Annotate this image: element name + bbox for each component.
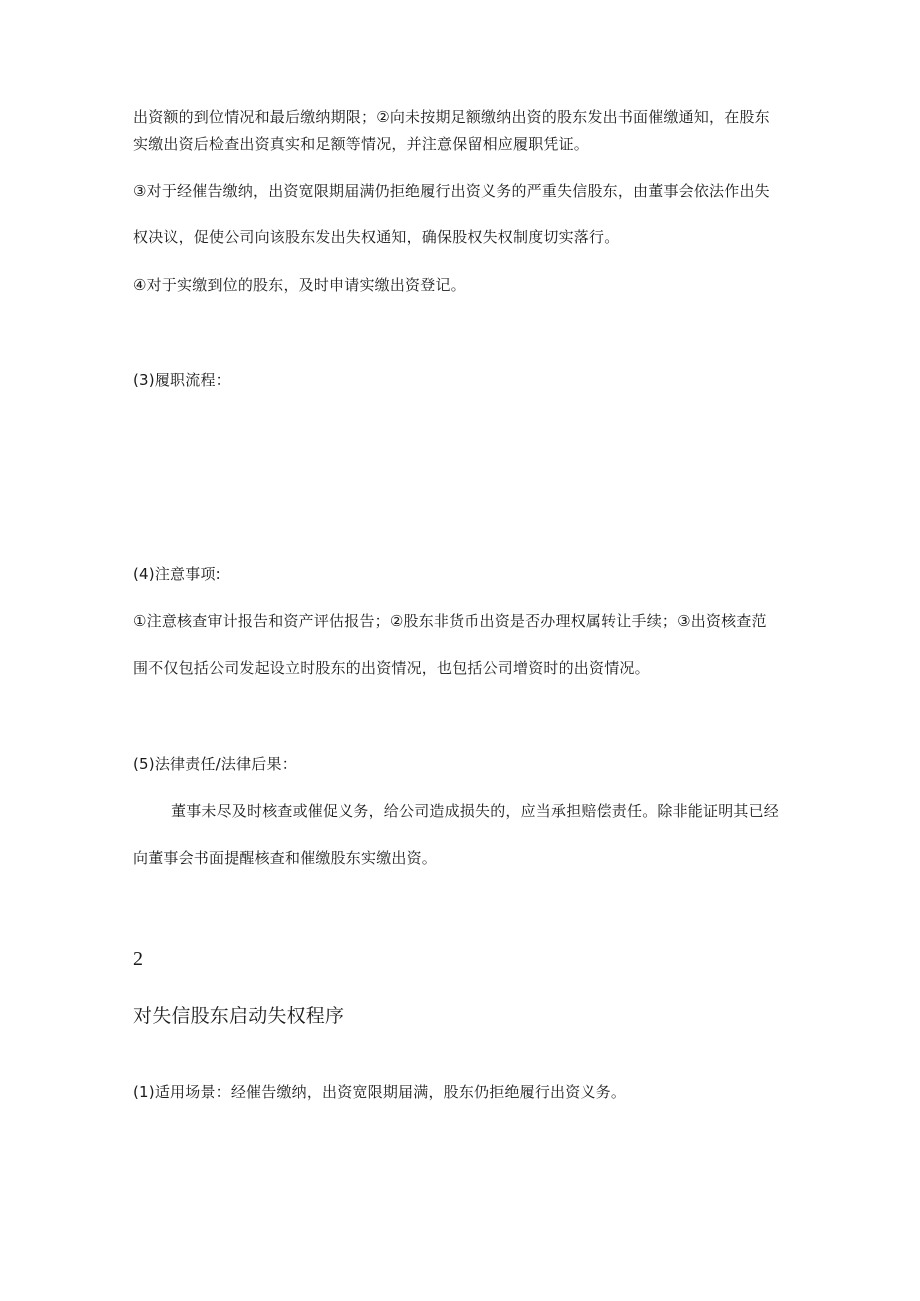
paragraph-line: 董事未尽及时核查或催促义务，给公司造成损失的，应当承担赔偿责任。除非能证明其已经 — [171, 802, 780, 820]
paragraph-line: 围不仅包括公司发起设立时股东的出资情况，也包括公司增资时的出资情况。 — [133, 659, 650, 677]
paragraph-line: ③对于经催告缴纳，出资宽限期届满仍拒绝履行出资义务的严重失信股东，由董事会依法作出失 — [133, 182, 770, 200]
paragraph-line: ①注意核查审计报告和资产评估报告；②股东非货币出资是否办理权属转让手续；③出资核查范 — [133, 612, 767, 630]
paragraph-line: 向董事会书面提醒核查和催缴股东实缴出资。 — [133, 849, 438, 867]
paragraph-line: ④对于实缴到位的股东，及时申请实缴出资登记。 — [133, 276, 466, 294]
section-heading: 对失信股东启动失权程序 — [133, 1005, 345, 1027]
section-label-process: (3)履职流程： — [133, 371, 231, 389]
section-label-liability: (5)法律责任/法律后果： — [133, 755, 297, 773]
paragraph-line: 权决议，促使公司向该股东发出失权通知，确保股权失权制度切实落行。 — [133, 228, 620, 246]
section-number: 2 — [133, 948, 144, 970]
paragraph-line: 出资额的到位情况和最后缴纳期限；②向未按期足额缴纳出资的股东发出书面催缴通知，在股东 — [133, 108, 770, 126]
section-label-notes: (4)注意事项: — [133, 565, 221, 583]
paragraph-line: 实缴出资后检查出资真实和足额等情况，并注意保留相应履职凭证。 — [133, 135, 590, 153]
paragraph-line: (1)适用场景：经催告缴纳，出资宽限期届满，股东仍拒绝履行出资义务。 — [133, 1083, 627, 1101]
